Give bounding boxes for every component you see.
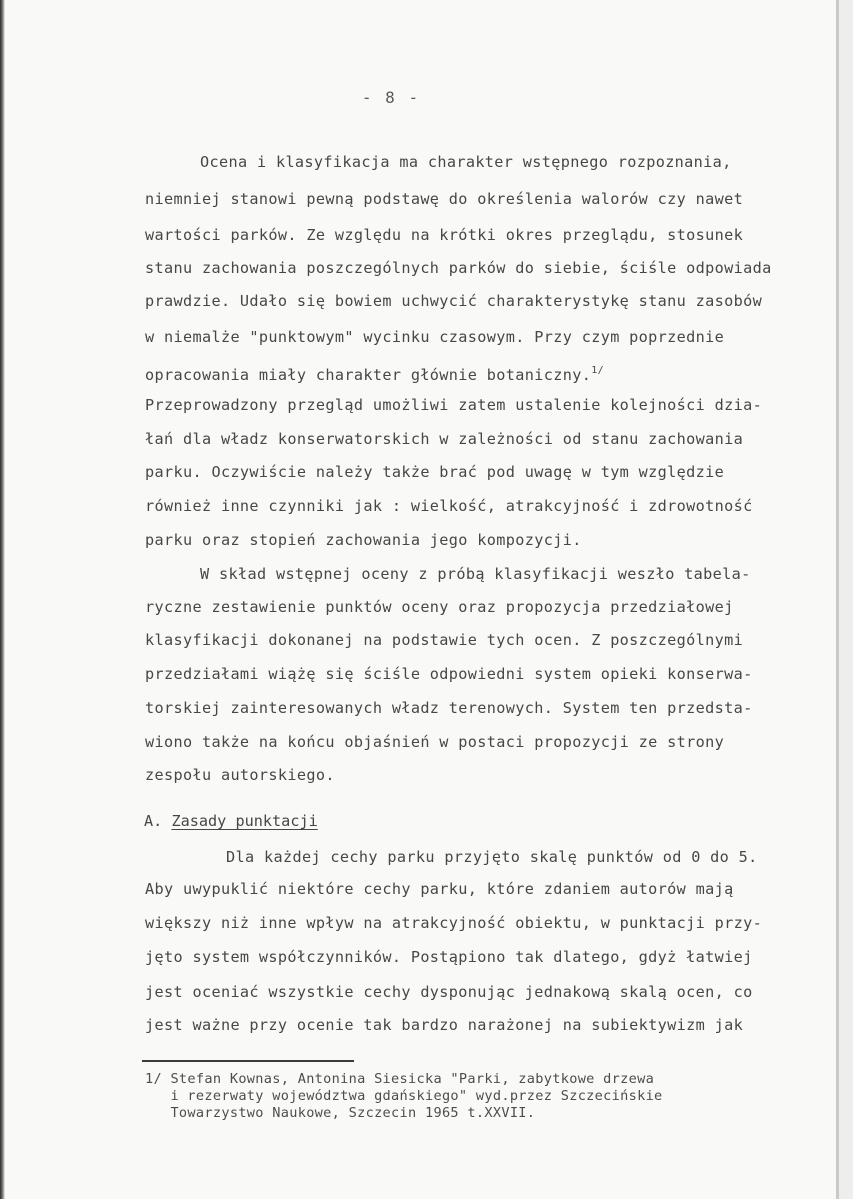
text-line: niemniej stanowi pewną podstawę do określenia walorów czy nawet [145, 190, 744, 208]
scan-left-edge [0, 0, 5, 1199]
section-heading-title: Zasady punktacji [171, 812, 318, 830]
footnote-line: Towarzystwo Naukowe, Szczecin 1965 t.XXVII. [145, 1105, 536, 1121]
footnote-line: i rezerwaty województwa gdańskiego" wyd.przez Szczecińskie [145, 1088, 663, 1104]
text-line: parku. Oczywiście należy także brać pod uwagę w tym względzie [145, 463, 725, 481]
footnote-line: 1/ Stefan Kownas, Antonina Siesicka "Parki, zabytkowe drzewa [145, 1071, 655, 1087]
text-line: większy niż inne wpływ na atrakcyjność obiektu, w punktacji przy- [145, 914, 763, 932]
footnote-separator [142, 1060, 354, 1062]
section-heading-prefix: A. [144, 812, 163, 830]
text-line: łań dla władz konserwatorskich w zależności od stanu zachowania [145, 430, 744, 448]
text-line-body: opracowania miały charakter głównie botaniczny. [145, 366, 592, 384]
scan-right-edge [836, 0, 839, 1199]
text-line: Przeprowadzony przegląd umożliwi zatem ustalenie kolejności dzia- [145, 396, 763, 414]
text-line: stanu zachowania poszczególnych parków do siebie, ściśle odpowiada [145, 259, 772, 277]
text-line: Dla każdej cechy parku przyjęto skalę punktów od 0 do 5. [226, 848, 758, 866]
text-line: zespołu autorskiego. [145, 766, 335, 784]
text-line: jęto system współczynników. Postąpiono tak dlatego, gdyż łatwiej [145, 948, 753, 966]
text-line: w niemalże "punktowym" wycinku czasowym. Przy czym poprzednie [145, 328, 725, 346]
section-heading [144, 812, 318, 830]
text-line: przedziałami wiążę się ściśle odpowiedni system opieki konserwa- [145, 665, 753, 683]
text-line: W skład wstępnej oceny z próbą klasyfikacji weszło tabela- [200, 565, 751, 583]
footnote-reference: 1/ [591, 365, 604, 376]
text-line: klasyfikacji dokonanej na podstawie tych ocen. Z poszczególnymi [145, 631, 744, 649]
text-line: Ocena i klasyfikacja ma charakter wstępnego rozpoznania, [200, 153, 732, 171]
page-number: - 8 - [361, 88, 421, 107]
text-line: torskiej zainteresowanych władz terenowych. System ten przedsta- [145, 699, 753, 717]
text-line: prawdzie. Udało się bowiem uchwycić charakterystykę stanu zasobów [145, 292, 763, 310]
text-line: również inne czynniki jak : wielkość, atrakcyjność i zdrowotność [145, 497, 753, 515]
text-line: wiono także na końcu objaśnień w postaci propozycji ze strony [145, 733, 725, 751]
text-line [145, 362, 604, 384]
text-line: parku oraz stopień zachowania jego kompozycji. [145, 531, 582, 549]
scan-right-margin [839, 0, 853, 1199]
text-line: ryczne zestawienie punktów oceny oraz propozycja przedziałowej [145, 598, 734, 616]
text-line: jest ważne przy ocenie tak bardzo narażonej na subiektywizm jak [145, 1016, 744, 1034]
text-line: Aby uwypuklić niektóre cechy parku, które zdaniem autorów mają [145, 880, 734, 898]
text-line: wartości parków. Ze względu na krótki okres przeglądu, stosunek [145, 226, 744, 244]
text-line: jest oceniać wszystkie cechy dysponując jednakową skalą ocen, co [145, 983, 753, 1001]
